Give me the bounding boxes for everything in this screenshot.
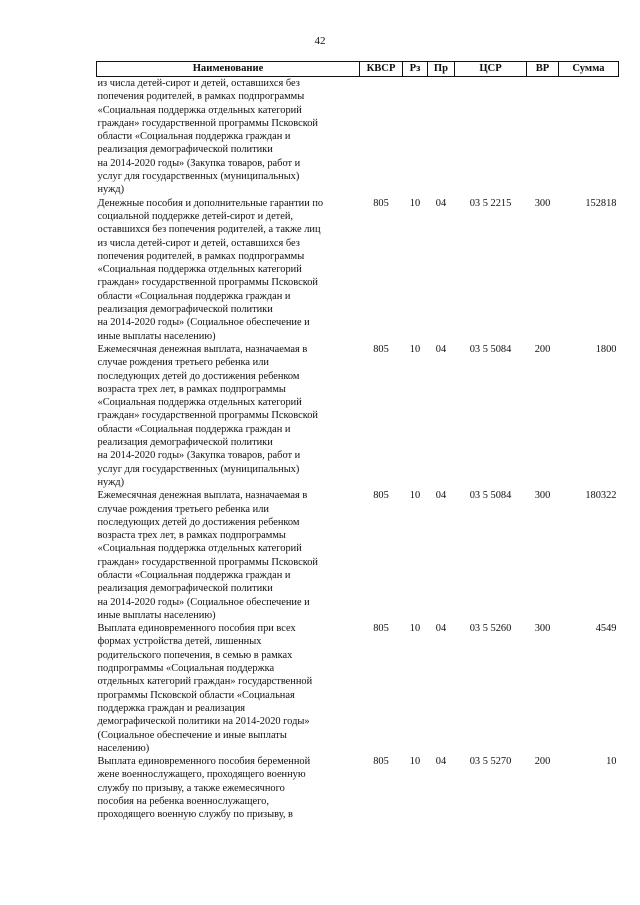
row-name-text: из числа детей-сирот и детей, оставшихся без попечения родителей, в рамках подпрограммы «Социальная поддержка отдельных категорий граждан» государственной программы Псковской области «Социальная поддержка граждан и реализация демографической политики на 2014-2020 годы» (Закупка товаров, работ и услуг для государственных (муниципальных) нужд) — [97, 78, 318, 196]
row-name-text: Выплата единовременного пособия при всех формах устройства детей, лишенных родительского попечения, в семью в рамках подпрограммы «Социальная поддержка отдельных категорий граждан» государственной программы Псковской области «Социальная поддержка граждан и реализация демографической политики на 2014-2020 годы» (Социальное обеспечение и иные выплаты населению) — [97, 623, 313, 754]
row-sum: 1800 — [595, 343, 617, 355]
header-vr: ВР — [527, 62, 559, 77]
row-name-text: Ежемесячная денежная выплата, назначаемая в случае рождения третьего ребенка или последующих детей до достижения ребенком возраста трех лет, в рамках подпрограммы «Социальная поддержка отдельных категорий граждан» государственной программы Псковской области «Социальная поддержка граждан и реализация демографической политики на 2014-2020 годы» (Закупка товаров, работ и услуг для государственных (муниципальных) нужд) — [97, 343, 318, 488]
page-number: 42 — [314, 35, 326, 47]
row-sum: 180322 — [585, 490, 617, 502]
row-pr: 04 — [435, 623, 447, 635]
row-name — [97, 489, 360, 622]
row-vr: 200 — [534, 343, 551, 355]
row-csr: 03 5 5270 — [469, 756, 512, 768]
row-kvsr: 805 — [373, 623, 389, 635]
row-name — [97, 197, 360, 343]
row-name — [97, 343, 360, 489]
row-kvsr: 805 — [373, 197, 389, 209]
row-sum: 10 — [606, 756, 617, 768]
row-pr — [428, 77, 455, 197]
row-name-text: Денежные пособия и дополнительные гарантии по социальной поддержке детей-сирот и детей, оставшихся без попечения родителей, а также лиц из числа детей-сирот и детей, оставшихся без попечения родителей, в рамках подпрограммы «Социальная поддержка отдельных категорий граждан» государственной программы Псковской области «Социальная поддержка граждан и реализация демографической политики на 2014-2020 годы» (Социальное обеспечение и иные выплаты населению) — [97, 197, 324, 342]
row-vr — [527, 77, 559, 197]
row-sum — [559, 77, 619, 197]
row-sum: 152818 — [585, 197, 617, 209]
row-vr: 300 — [534, 197, 551, 209]
header-rz: Рз — [403, 62, 428, 77]
row-kvsr: 805 — [373, 343, 389, 355]
row-pr: 04 — [435, 197, 447, 209]
row-sum: 4549 — [595, 623, 617, 635]
row-vr: 300 — [534, 490, 551, 502]
row-rz: 10 — [409, 490, 421, 502]
table-row — [97, 489, 619, 622]
header-sum: Сумма — [559, 62, 619, 77]
table-row — [97, 197, 619, 343]
row-rz: 10 — [409, 623, 421, 635]
row-csr: 03 5 5084 — [469, 343, 512, 355]
row-rz: 10 — [409, 197, 421, 209]
row-csr: 03 5 5260 — [469, 623, 512, 635]
header-pr: Пр — [428, 62, 455, 77]
header-csr: ЦСР — [455, 62, 527, 77]
table-row — [97, 343, 619, 489]
row-csr: 03 5 5084 — [469, 490, 512, 502]
table-row — [97, 622, 619, 755]
row-csr — [455, 77, 527, 197]
row-kvsr: 805 — [373, 756, 389, 768]
row-csr: 03 5 2215 — [469, 197, 512, 209]
budget-table — [96, 61, 619, 822]
row-pr: 04 — [435, 343, 447, 355]
row-name — [97, 77, 360, 197]
row-rz — [403, 77, 428, 197]
row-rz: 10 — [409, 343, 421, 355]
row-name-text: Ежемесячная денежная выплата, назначаемая в случае рождения третьего ребенка или последующих детей до достижения ребенком возраста трех лет, в рамках подпрограммы «Социальная поддержка отдельных категорий граждан» государственной программы Псковской области «Социальная поддержка граждан и реализация демографической политики на 2014-2020 годы» (Социальное обеспечение и иные выплаты населению) — [97, 490, 318, 621]
table-row — [97, 755, 619, 821]
row-name-text: Выплата единовременного пособия беременной жене военнослужащего, проходящего военную службу по призыву, а также ежемесячного пособия на ребенка военнослужащего, проходящего военную службу по призыву, в — [97, 756, 311, 821]
row-name — [97, 622, 360, 755]
row-pr: 04 — [435, 490, 447, 502]
row-name — [97, 755, 360, 821]
row-vr: 300 — [534, 623, 551, 635]
table-header-row — [97, 62, 619, 77]
row-rz: 10 — [409, 756, 421, 768]
row-pr: 04 — [435, 756, 447, 768]
header-kvsr: КВСР — [360, 62, 403, 77]
table-row — [97, 77, 619, 197]
row-vr: 200 — [534, 756, 551, 768]
row-kvsr — [360, 77, 403, 197]
row-kvsr: 805 — [373, 490, 389, 502]
header-name: Наименование — [97, 62, 360, 77]
